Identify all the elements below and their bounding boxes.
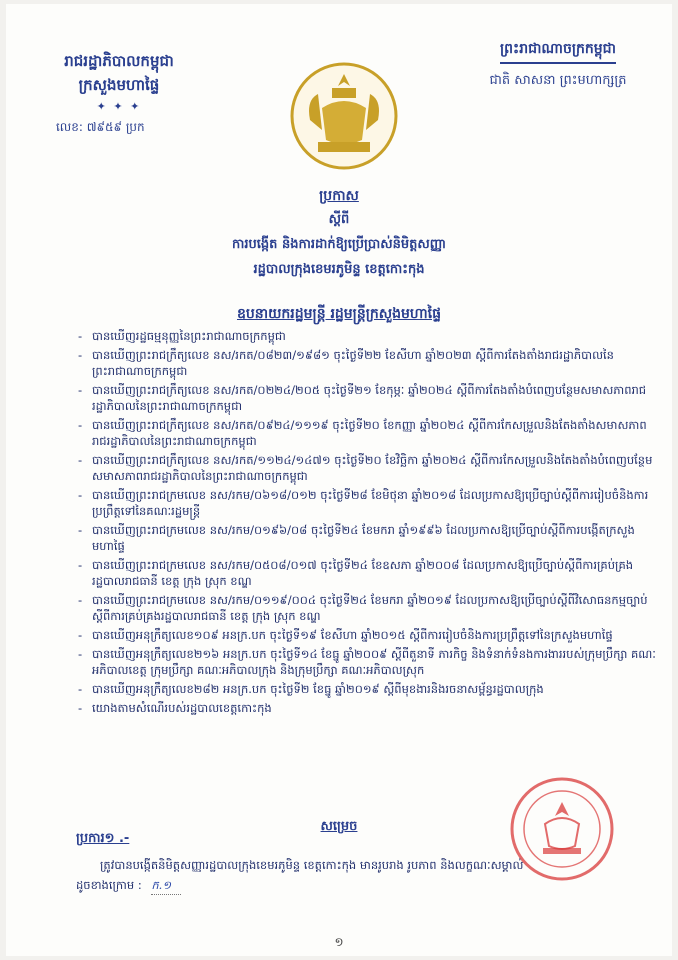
ornament-divider: ✦ ✦ ✦ [96, 100, 142, 113]
page-number: ១ [334, 935, 344, 949]
kingdom-name: ព្រះរាជាណាចក្រកម្ពុជា [500, 39, 616, 64]
clause-item: - បានឃើញអនុក្រឹត្យលេខ២១៦ អនក្រ.បក ចុះថ្ងៃទី១៤ ខែធ្នូ ឆ្នាំ២០០៩ ស្តីពីតួនាទី ភារកិច្ច និងទំនាក់ទំនងការងាររបស់ក្រុមប្រឹក្សា គណៈអភិបាលខេត្ត ក្រុមប្រឹក្សា គណៈអភិបាលក្រុង និងក្រុមប្រឹក្សា គណៈអភិបាលស្រុក [76, 646, 656, 678]
about-label: ស្តីពី [328, 212, 350, 227]
national-motto: ជាតិ សាសនា ព្រះមហាក្សត្រ [489, 73, 627, 88]
article-heading: ប្រការ១ .- [76, 831, 130, 846]
clause-item: - បានឃើញព្រះរាជក្រមលេខ នស/រកម/០១១៩/០០៤ ចុះថ្ងៃទី២៤ ខែមករា ឆ្នាំ២០១៩ ដែលប្រកាសឱ្យប្រើច្បាប់ស្តីពីវិសោធនកម្មច្បាប់ស្តីពីការគ្រប់គ្រងរដ្ឋបាលរាជធានី ខេត្ត ក្រុង ស្រុក ខណ្ឌ [76, 592, 656, 624]
clause-item: - បានឃើញព្រះរាជក្រឹត្យលេខ នស/រកត/០៨២៣/១៩៨១ ចុះថ្ងៃទី២២ ខែសីហា ឆ្នាំ២០២៣ ស្តីពីការតែងតាំងរាជរដ្ឋាភិបាលនៃព្រះរាជាណាចក្រកម្ពុជា [76, 347, 656, 379]
clause-item: - បានឃើញព្រះរាជក្រមលេខ នស/រកម/០៦១៨/០១២ ចុះថ្ងៃទី២៨ ខែមិថុនា ឆ្នាំ២០១៨ ដែលប្រកាសឱ្យប្រើច្បាប់ស្តីពីការរៀបចំនិងការប្រព្រឹត្តទៅនៃគណៈរដ្ឋមន្ត្រី [76, 487, 656, 519]
royal-arms-icon [288, 60, 400, 172]
subject-line-2: រដ្ឋបាលក្រុងខេមរភូមិន្ទ ខេត្តកោះកុង [253, 262, 425, 277]
clause-item: - បានឃើញព្រះរាជក្រឹត្យលេខ នស/រកត/០២២៤/២០៥ ចុះថ្ងៃទី២១ ខែកុម្ភៈ ឆ្នាំ២០២៤ ស្តីពីការតែងតាំងបំពេញបន្ថែមសមាសភាពរាជរដ្ឋាភិបាលនៃព្រះរាជាណាចក្រកម្ពុជា [76, 382, 656, 414]
preamble-clauses [76, 328, 656, 719]
article-body-text: ដូចខាងក្រោម : [76, 878, 142, 892]
article-body-line-2 [76, 876, 181, 895]
official-seal-icon [499, 774, 625, 884]
issuer-title: ឧបនាយករដ្ឋមន្ត្រី រដ្ឋមន្ត្រីក្រសួងមហាផ្ទៃ [236, 306, 441, 322]
clause-item: - បានឃើញព្រះរាជក្រឹត្យលេខ នស/រកត/០៩២៤/១១១៩ ចុះថ្ងៃទី២០ ខែកញ្ញា ឆ្នាំ២០២៤ ស្តីពីការកែសម្រួលនិងតែងតាំងសមាសភាពរាជរដ្ឋាភិបាលនៃព្រះរាជាណាចក្រកម្ពុជា [76, 417, 656, 449]
subject-line-1: ការបង្កើត និងការដាក់ឱ្យប្រើប្រាស់និមិត្តសញ្ញា [232, 237, 446, 252]
right-header [458, 38, 658, 91]
clause-item: - បានឃើញព្រះរាជក្រមលេខ នស/រកម/០១៩៦/០៨ ចុះថ្ងៃទី២៤ ខែមករា ឆ្នាំ១៩៩៦ ដែលប្រកាសឱ្យប្រើច្បាប់ស្តីពីការបង្កើតក្រសួងមហាផ្ទៃ [76, 522, 656, 554]
reference-number: លេខ: ៧៩៥៩ ប្រក [56, 120, 145, 134]
title-block [6, 186, 672, 280]
decision-heading: សម្រេច [320, 819, 358, 834]
handwritten-annotation: ក.១ [151, 876, 181, 895]
clause-item: - បានឃើញព្រះរាជក្រឹត្យលេខ នស/រកត/១១២៤/១៤៧១ ចុះថ្ងៃទី២០ ខែវិច្ឆិកា ឆ្នាំ២០២៤ ស្តីពីការកែសម្រួលនិងតែងតាំងបំពេញបន្ថែមសមាសភាពរាជរដ្ឋាភិបាលនៃព្រះរាជាណាចក្រកម្ពុជា [76, 452, 656, 484]
left-header [34, 52, 204, 137]
clause-item: - បានឃើញព្រះរាជក្រមលេខ នស/រកម/០៥០៨/០១៧ ចុះថ្ងៃទី២៤ ខែឧសភា ឆ្នាំ២០០៨ ដែលប្រកាសឱ្យប្រើច្បាប់ស្តីពីការគ្រប់គ្រងរដ្ឋបាលរាជធានី ខេត្ត ក្រុង ស្រុក ខណ្ឌ [76, 557, 656, 589]
clause-item: - បានឃើញរដ្ឋធម្មនុញ្ញនៃព្រះរាជាណាចក្រកម្ពុជា [76, 328, 656, 344]
document-page [6, 4, 672, 956]
government-name: រាជរដ្ឋាភិបាលកម្ពុជា [64, 52, 174, 70]
ministry-name: ក្រសួងមហាផ្ទៃ [78, 76, 160, 94]
clause-item: - បានឃើញអនុក្រឹត្យលេខ១០៩ អនក្រ.បក ចុះថ្ងៃទី១៩ ខែសីហា ឆ្នាំ២០១៥ ស្តីពីការរៀបចំនិងការប្រព្រឹត្តទៅនៃក្រសួងមហាផ្ទៃ [76, 627, 656, 643]
article-body-line-1: ត្រូវបានបង្កើតនិមិត្តសញ្ញារដ្ឋបាលក្រុងខេមរភូមិន្ទ ខេត្តកោះកុង មានរូបរាង រូបភាព និងលក្ខណៈសម្គាល់ [100, 858, 524, 872]
prakas-title: ប្រកាស [319, 188, 359, 204]
clause-item: - យោងតាមសំណើរបស់រដ្ឋបាលខេត្តកោះកុង [76, 700, 656, 716]
clause-item: - បានឃើញអនុក្រឹត្យលេខ២៨២ អនក្រ.បក ចុះថ្ងៃទី២ ខែធ្នូ ឆ្នាំ២០១៩ ស្តីពីមុខងារនិងរចនាសម្ព័ន្ធរដ្ឋបាលក្រុង [76, 681, 656, 697]
